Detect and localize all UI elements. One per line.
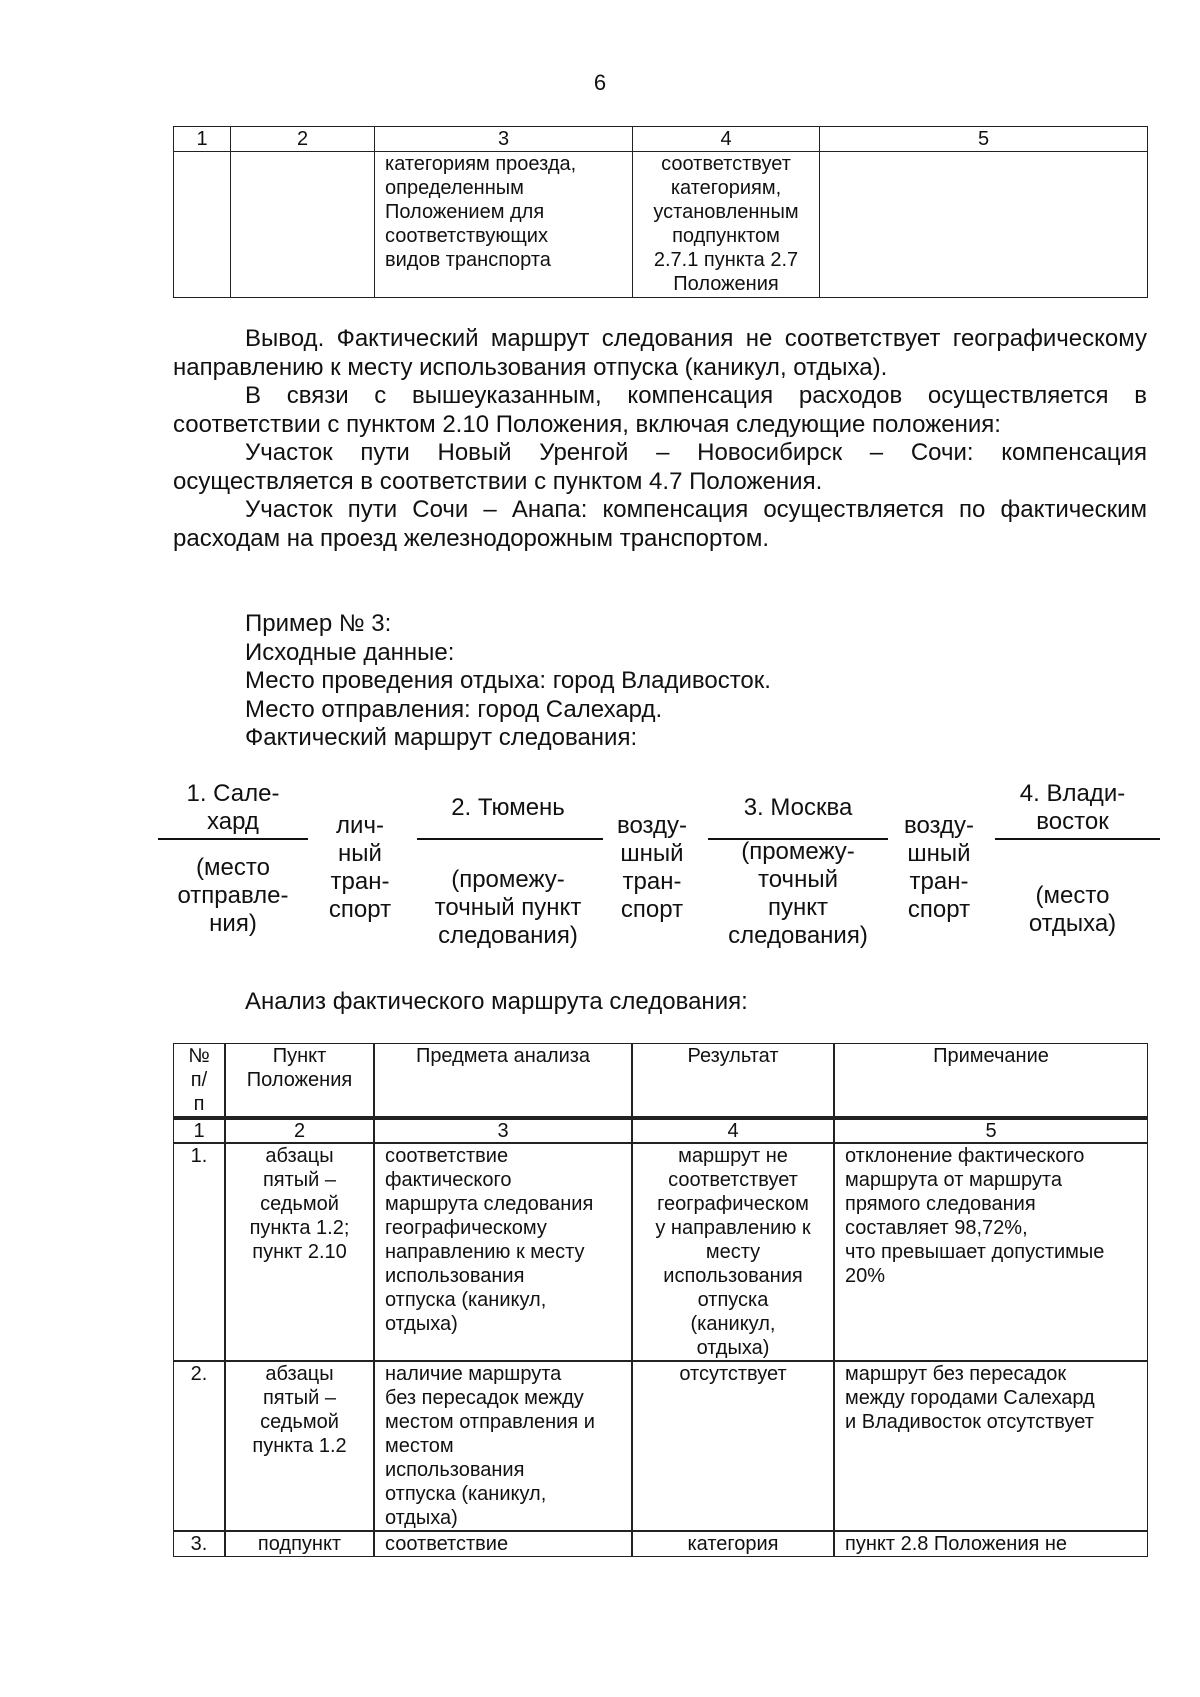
paragraph: Участок пути Сочи – Анапа: компенсация осуществляется по фактическим расходам на проезд железнодорожным транспортом. (173, 496, 1147, 552)
col-number: 3 (374, 1117, 632, 1143)
table-cell: категориям проезда, определенным Положением для соответствующих видов транспорта (375, 152, 633, 298)
table-row (173, 1531, 1148, 1557)
route-transport-personal: лич- ный тран- спорт (328, 812, 392, 923)
analysis-title: Анализ фактического маршрута следования: (245, 988, 748, 1015)
row-point: абзацы пятый – седьмой пункта 1.2 (225, 1361, 374, 1531)
header-cell: Результат (632, 1043, 834, 1117)
table-row (173, 1361, 1148, 1531)
example-rest-place: Место проведения отдыха: город Владивосток. (245, 667, 771, 694)
col-number: 3 (375, 127, 633, 152)
conclusion-text (173, 325, 1147, 553)
route-node-vladivostok-desc: (место отдыха) (1028, 882, 1117, 937)
route-node-tyumen: 2. Тюмень (451, 794, 565, 821)
example-route-label: Фактический маршрут следования: (245, 724, 638, 751)
row-result: маршрут не соответствует географическом у направлению к месту использования отпуска (каникул, отдыха) (632, 1143, 834, 1361)
col-number: 1 (173, 1117, 225, 1143)
col-number: 1 (174, 127, 231, 152)
route-line (995, 838, 1160, 840)
header-cell: Примечание (834, 1043, 1148, 1117)
header-cell: № п/ п (173, 1043, 225, 1117)
table-cell (231, 152, 375, 298)
header-cell: Пункт Положения (225, 1043, 374, 1117)
paragraph: Участок пути Новый Уренгой – Новосибирск – Сочи: компенсация осуществляется в соответствии с пунктом 4.7 Положения. (173, 439, 1147, 495)
col-number: 5 (834, 1117, 1148, 1143)
route-node-moscow: 3. Москва (743, 794, 853, 821)
table-header-row (174, 127, 1148, 152)
page-number: 6 (593, 70, 607, 95)
example-title: Пример № 3: (245, 610, 392, 637)
col-number: 5 (820, 127, 1148, 152)
table-cell (820, 152, 1148, 298)
route-node-vladivostok: 4. Влади- восток (1019, 780, 1126, 835)
row-point: абзацы пятый – седьмой пункта 1.2; пункт 2.10 (225, 1143, 374, 1361)
col-number: 2 (225, 1117, 374, 1143)
table-cell: соответствует категориям, установленным подпунктом 2.7.1 пункта 2.7 Положения (633, 152, 820, 298)
route-line (158, 838, 308, 840)
route-node-moscow-desc: (промежу- точный пункт следования) (728, 838, 868, 949)
row-number: 2. (173, 1361, 225, 1531)
route-transport-air: возду- шный тран- спорт (903, 812, 975, 923)
row-subject: соответствие фактического маршрута следования географическому направлению к месту использования отпуска (каникул, отдыха) (374, 1143, 632, 1361)
route-line (417, 838, 603, 840)
route-node-salekhard-desc: (место отправле- ния) (177, 854, 289, 937)
row-result: отсутствует (632, 1361, 834, 1531)
example-departure: Место отправления: город Салехард. (245, 695, 663, 723)
row-note: отклонение фактического маршрута от маршрута прямого следования составляет 98,72%, что превышает допустимые 20% (834, 1143, 1148, 1361)
table-header-row (173, 1043, 1148, 1117)
row-number: 3. (173, 1531, 225, 1557)
route-diagram (155, 780, 1165, 980)
row-result: категория (632, 1531, 834, 1557)
col-number: 4 (632, 1117, 834, 1143)
paragraph: В связи с вышеуказанным, компенсация расходов осуществляется в соответствии с пунктом 2.10 Положения, включая следующие положения: (173, 382, 1147, 438)
col-number: 4 (633, 127, 820, 152)
route-node-salekhard: 1. Сале- хард (186, 780, 280, 835)
table-cell (174, 152, 231, 298)
table-row (174, 152, 1148, 298)
col-number: 2 (231, 127, 375, 152)
route-transport-air: возду- шный тран- спорт (616, 812, 688, 923)
continuation-table (173, 126, 1148, 298)
example-block (245, 610, 771, 753)
row-note: пункт 2.8 Положения не (834, 1531, 1148, 1557)
table-number-row (173, 1117, 1148, 1143)
header-cell: Предмета анализа (374, 1043, 632, 1117)
route-node-tyumen-desc: (промежу- точный пункт следования) (434, 866, 582, 949)
row-point: подпункт (225, 1531, 374, 1557)
example-initial-data: Исходные данные: (245, 638, 455, 666)
analysis-table (173, 1043, 1148, 1557)
paragraph: Вывод. Фактический маршрут следования не соответствует географическому направлению к месту использования отпуска (каникул, отдыха). (173, 325, 1147, 381)
row-subject: наличие маршрута без пересадок между местом отправления и местом использования отпуска (каникул, отдыха) (374, 1361, 632, 1531)
row-subject: соответствие (374, 1531, 632, 1557)
row-note: маршрут без пересадок между городами Салехард и Владивосток отсутствует (834, 1361, 1148, 1531)
table-row (173, 1143, 1148, 1361)
row-number: 1. (173, 1143, 225, 1361)
